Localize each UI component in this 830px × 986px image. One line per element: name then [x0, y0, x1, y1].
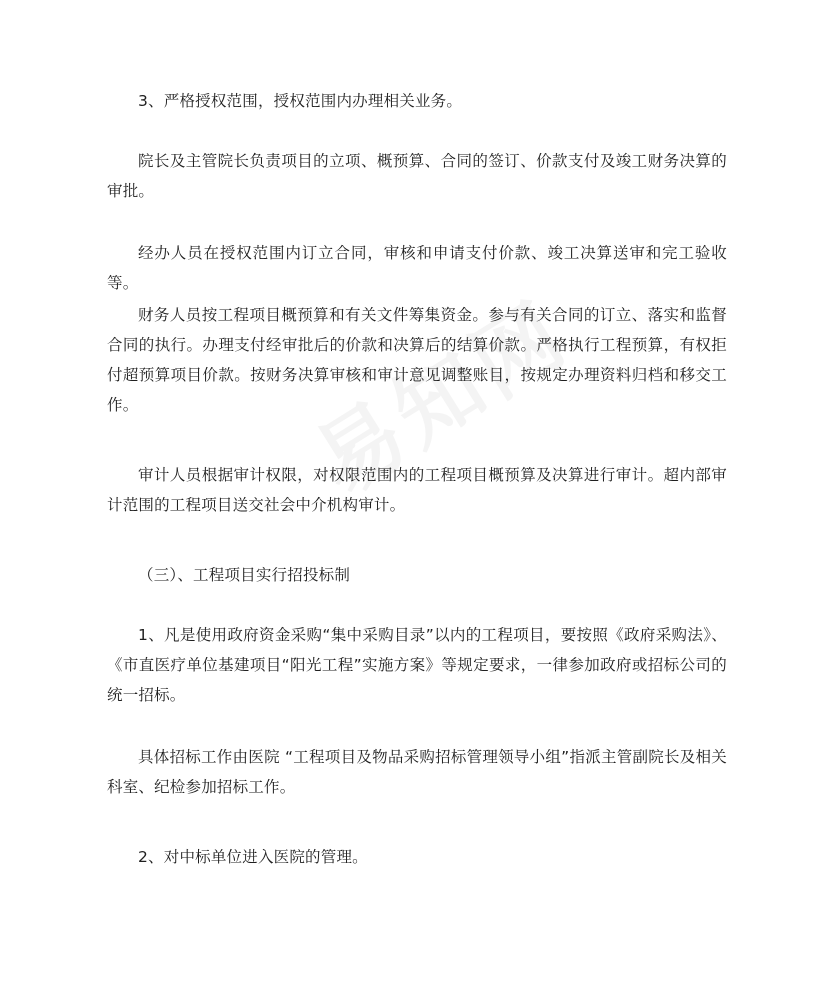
paragraph-audit-duties: 审计人员根据审计权限，对权限范围内的工程项目概预算及决算进行审计。超内部审计范围的工程项目送交社会中介机构审计。 — [107, 466, 727, 514]
paragraph-government-procurement: 1、凡是使用政府资金采购“集中采购目录”以内的工程项目，要按照《政府采购法》、《市直医疗单位基建项目“阳光工程”实施方案》等规定要求，一律参加政府或招标公司的统一招标。 — [107, 626, 727, 704]
paragraph-handler-duties: 经办人员在授权范围内订立合同，审核和申请支付价款、竣工决算送审和完工验收等。 — [107, 244, 727, 292]
paragraph-president-approval: 院长及主管院长负责项目的立项、概预算、合同的签订、价款支付及竣工财务决算的审批。 — [107, 152, 727, 200]
paragraph-winning-bidder-management: 2、对中标单位进入医院的管理。 — [138, 848, 368, 866]
section-heading-bidding: （三）、工程项目实行招投标制 — [138, 566, 351, 584]
paragraph-authorization-scope: 3、严格授权范围，授权范围内办理相关业务。 — [138, 92, 463, 110]
paragraph-bidding-work: 具体招标工作由医院 “工程项目及物品采购招标管理领导小组”指派主管副院长及相关科室、纪检参加招标工作。 — [107, 748, 727, 796]
paragraph-finance-duties: 财务人员按工程项目概预算和有关文件筹集资金。参与有关合同的订立、落实和监督合同的执行。办理支付经审批后的价款和决算后的结算价款。严格执行工程预算，有权拒付超预算项目价款。按财务决算审核和审计意见调整账目，按规定办理资料归档和移交工作。 — [107, 306, 727, 414]
